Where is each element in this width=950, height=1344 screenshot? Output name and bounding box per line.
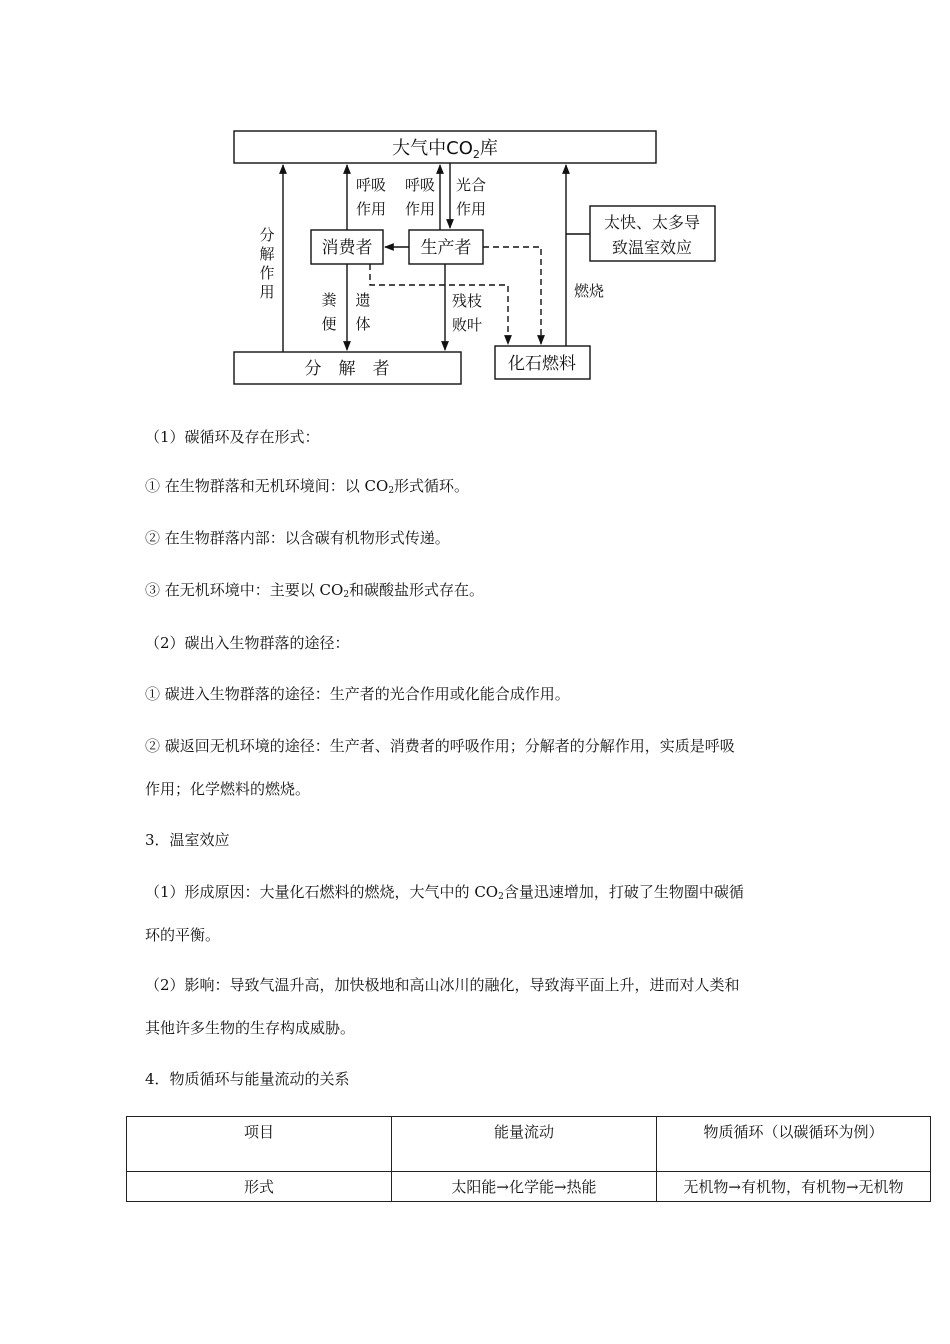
relationship-heading: 4．物质循环与能量流动的关系: [145, 1070, 350, 1088]
comparison-table: [126, 1116, 931, 1202]
consumer-respiration-label-1: 呼吸: [355, 176, 387, 194]
photosynthesis-label-1: 光合: [455, 176, 487, 194]
point-1-between-community-environment: ① 在生物群落和无机环境间：以 $CO_2$形式循环。: [145, 477, 470, 496]
table-header-cell: 项目: [127, 1117, 392, 1172]
greenhouse-label-line2: 致温室效应: [611, 238, 693, 257]
table-cell: 形式: [127, 1172, 392, 1202]
atmosphere-label: 大气中$CO_2$库: [392, 138, 498, 161]
producer-respiration-label-1: 呼吸: [404, 176, 436, 194]
table-cell: 太阳能→化学能→热能: [392, 1172, 657, 1202]
carbon-return-pathway-line1: ② 碳返回无机环境的途径：生产者、消费者的呼吸作用；分解者的分解作用，实质是呼吸: [145, 737, 735, 755]
feces-label-2: 便: [321, 315, 337, 333]
fossil-fuel-label: 化石燃料: [508, 354, 576, 374]
table-row: [127, 1172, 931, 1202]
carbon-entry-pathway: ① 碳进入生物群落的途径：生产者的光合作用或化能合成作用。: [145, 685, 570, 703]
litter-label-1: 残枝: [451, 292, 483, 310]
producer-respiration-label-2: 作用: [404, 200, 436, 218]
point-2-within-community: ② 在生物群落内部：以含碳有机物形式传递。: [145, 529, 450, 547]
greenhouse-impact-line2: 其他许多生物的生存构成威胁。: [145, 1019, 356, 1037]
photosynthesis-label-2: 作用: [455, 200, 487, 218]
decomposition-label-3: 作: [259, 264, 275, 282]
table-header-cell: 物质循环（以碳循环为例）: [657, 1117, 931, 1172]
producer-label: 生产者: [420, 238, 472, 258]
greenhouse-cause-line1: （1）形成原因：大量化石燃料的燃烧，大气中的 $CO_2$含量迅速增加，打破了生物圈中碳循: [145, 883, 744, 902]
decomposition-label-2: 解: [259, 245, 275, 263]
decomposition-label-4: 用: [259, 283, 275, 301]
consumer-respiration-label-2: 作用: [355, 200, 387, 218]
point-3-in-environment: ③ 在无机环境中：主要以 $CO_2$和碳酸盐形式存在。: [145, 581, 485, 600]
carbon-pathways-heading: （2）碳出入生物群落的途径：: [145, 634, 350, 652]
table-header-cell: 能量流动: [392, 1117, 657, 1172]
feces-label-1: 粪: [321, 291, 337, 309]
greenhouse-label-line1: 太快、太多导: [603, 213, 701, 232]
carbon-cycle-diagram: [0, 0, 950, 400]
burning-label: 燃烧: [573, 282, 605, 300]
remains-label-1: 遗: [355, 291, 371, 309]
litter-label-2: 败叶: [451, 316, 483, 334]
greenhouse-effect-heading: 3．温室效应: [145, 831, 230, 849]
decomposer-label: 分 解 者: [304, 359, 390, 379]
table-cell: 无机物→有机物，有机物→无机物: [657, 1172, 931, 1202]
remains-label-2: 体: [355, 315, 371, 333]
consumer-label: 消费者: [321, 238, 373, 258]
table-header-row: [127, 1117, 931, 1172]
carbon-return-pathway-line2: 作用；化学燃料的燃烧。: [145, 780, 311, 798]
greenhouse-impact-line1: （2）影响：导致气温升高，加快极地和高山冰川的融化，导致海平面上升，进而对人类和: [145, 976, 740, 994]
carbon-cycle-forms-heading: （1）碳循环及存在形式：: [145, 428, 320, 446]
decomposition-label-1: 分: [259, 226, 275, 244]
greenhouse-cause-line2: 环的平衡。: [145, 926, 221, 944]
